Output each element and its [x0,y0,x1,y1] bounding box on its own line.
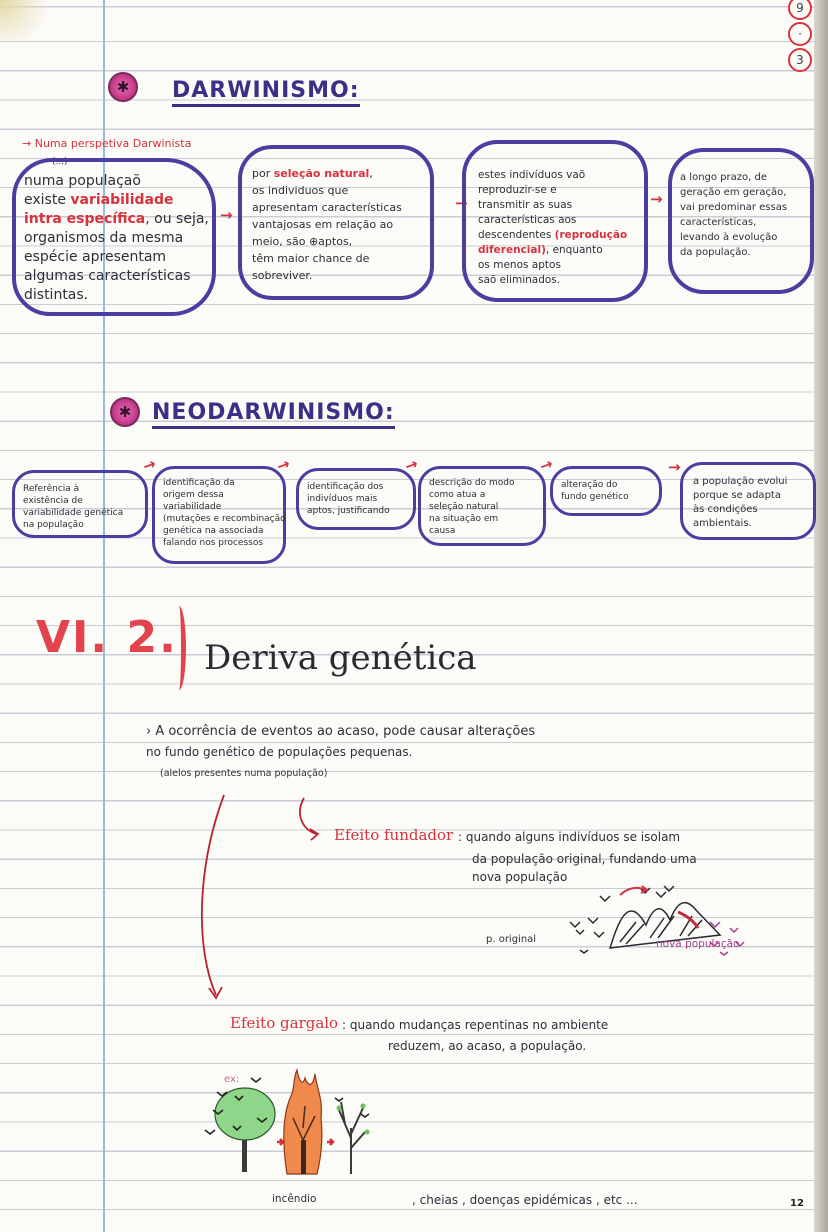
box-line: seleção natural [429,502,499,512]
ellipsis: (...) [52,157,68,167]
example-label: ex: [224,1074,240,1085]
bottleneck-effect-text-1: : quando mudanças repentinas no ambiente [342,1018,609,1032]
box-line: levando à evolução [680,232,778,243]
box-line: sobreviver. [252,269,313,282]
box-line: os individuos que [252,184,349,197]
bottleneck-effect-label: Efeito gargalo [230,1014,339,1032]
box-line: características, [680,217,757,228]
arrow-right-icon: → [140,454,159,476]
intro-perspective: → Numa perspetiva Darwinista [22,137,192,150]
box-line: porque se adapta [693,490,781,501]
box-line: reproduzir-se e [478,184,557,196]
box-line: têm maior chance de [252,252,370,265]
arrow-right-icon: → [455,194,468,212]
box-line: variabilidade genética [23,508,124,518]
caption-other-events: , cheias , doenças epidémicas , etc ... [412,1193,638,1207]
section-number: VI. 2. [36,612,178,663]
box-line: geração em geração, [680,187,787,198]
box-line: algumas características [24,268,191,284]
asterisk-badge-icon: ✱ [108,72,138,102]
box-line: vantajosas em relação ao [252,218,394,231]
box-line: como atua a [429,490,486,500]
bare-tree-icon [335,1098,370,1174]
box-line: (mutações e recombinação [163,514,286,524]
box-line: alteração do [561,480,618,490]
box-line: transmitir as suas [478,199,573,211]
arrow-right-icon: → [650,190,663,208]
box-line: os menos aptos [478,259,561,271]
box-line: saõ eliminados. [478,274,561,286]
tab-marker: 3 [788,48,812,72]
founder-effect-text-1: : quando alguns indivíduos se isolam [458,830,681,844]
box-line: causa [429,526,456,536]
founder-effect-text-2: da população original, fundando uma [472,852,697,866]
bottleneck-effect-text-2: reduzem, ao acaso, a população. [388,1039,587,1053]
box-line: descendentes (reprodução [478,229,628,241]
box-line: descrição do modo [429,478,515,488]
box-line: falando nos processos [163,538,264,548]
asterisk-badge-icon: ✱ [110,397,140,427]
box-line: Referência à [23,484,80,494]
box-line: fundo genético [561,492,629,502]
box-line: numa populaçaõ [24,173,141,189]
section-title-deriva: Deriva genética [204,638,477,678]
box-line: a população evolui [693,476,788,487]
box-line: características aos [478,214,577,226]
box-line: identificação da [163,478,235,488]
box-line: ambientais. [693,518,752,529]
caption-original-population: p. original [486,934,537,945]
box-line: espécie apresentam [24,249,167,265]
box-line: estes indivíduos vaõ [478,169,586,181]
arrow-right-icon: → [537,454,556,476]
green-tree-icon [205,1078,275,1172]
box-line: distintas. [24,287,89,303]
box-line: variabilidade [163,502,222,512]
box-line: intra específica, ou seja, [24,211,209,227]
box-line: genética na associada [163,526,264,536]
box-line: origem dessa [163,490,224,500]
box-line: na situação em [429,514,499,524]
box-line: existência de [23,496,83,506]
arrow-right-icon: → [274,454,293,476]
box-line: meio, são ⊕aptos, [252,235,353,248]
caption-new-population: nova população [656,938,740,950]
box-line: às condições [693,504,758,515]
box-line: indivíduos mais [307,494,378,504]
arrow-right-icon: → [402,454,421,476]
definition-note: (alelos presentes numa população) [160,768,328,779]
founder-effect-text-3: nova população [472,870,568,884]
definition-line-1: › A ocorrência de eventos ao acaso, pode causar alterações [146,724,536,739]
box-line: a longo prazo, de [680,172,767,183]
founder-effect-label: Efeito fundador [334,826,454,844]
arrow-right-icon: → [668,458,681,476]
arrow-right-icon: → [220,206,233,224]
box-line: da população. [680,247,751,258]
burning-tree-icon [284,1070,322,1174]
box-line: identificação dos [307,482,384,492]
box-line: diferencial), enquanto [478,244,603,256]
box-line: apresentam características [252,201,402,214]
box-line: existe variabilidade [24,192,174,208]
box-line: organismos da mesma [24,230,184,246]
bottleneck-illustration [205,1068,375,1178]
box-line: por seleção natural, [252,167,373,180]
box-line: aptos, justificando [307,506,390,516]
definition-line-2: no fundo genético de populações pequenas. [146,745,413,759]
tab-marker: · [788,22,812,46]
section-title-darwinismo: DARWINISMO: [172,78,360,107]
section-title-neodarwinismo: NEODARWINISMO: [152,400,395,429]
tab-marker: 9 [788,0,812,20]
caption-fire: incêndio [272,1193,317,1205]
page-number: 12 [790,1198,804,1209]
box-line: na população [23,520,84,530]
box-line: vai predominar essas [680,202,788,213]
